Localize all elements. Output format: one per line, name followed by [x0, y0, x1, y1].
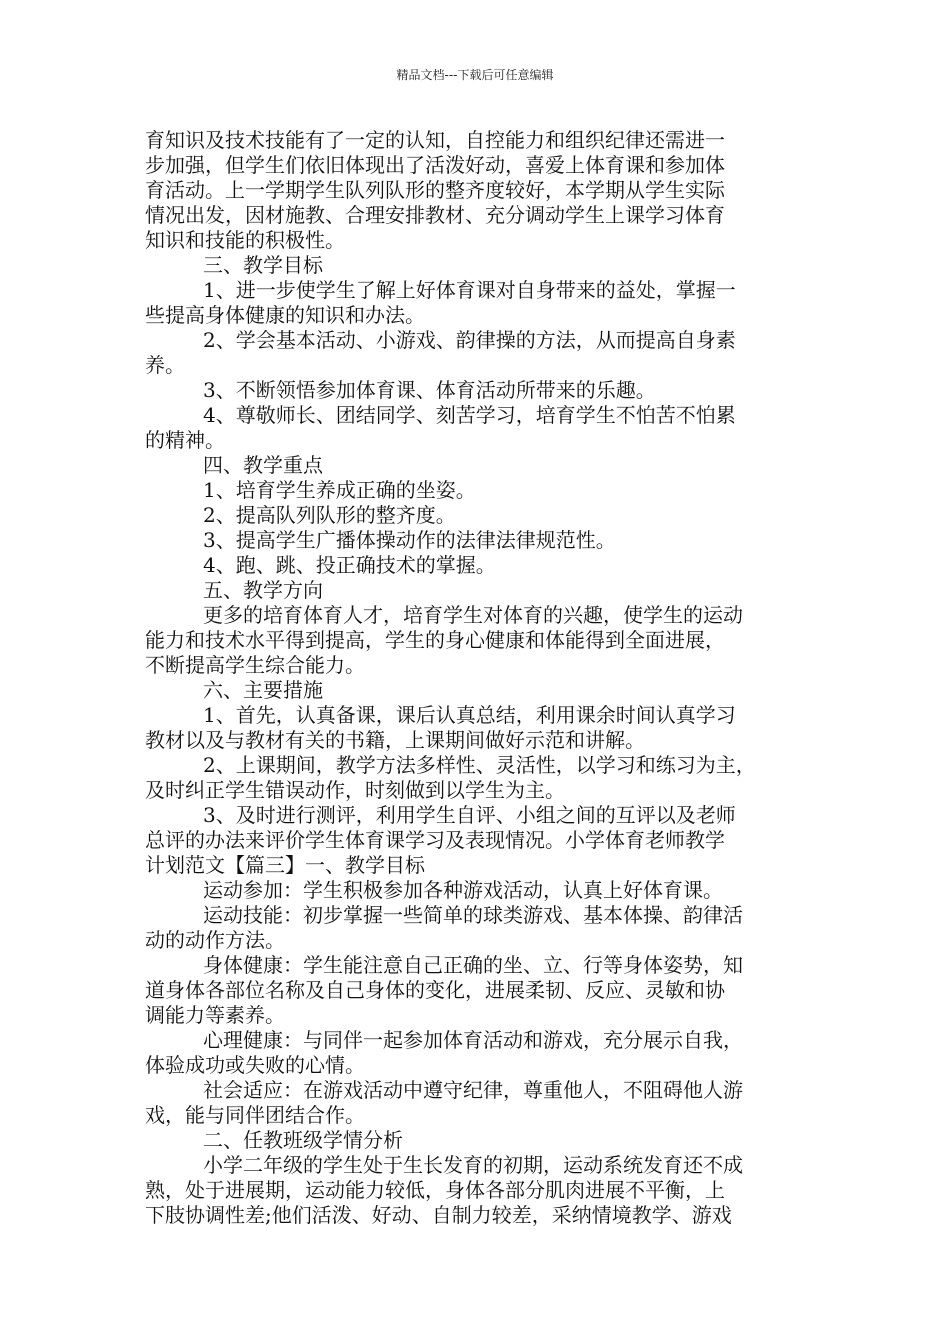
text-line: 及时纠正学生错误动作，时刻做到以学生为主。 [145, 778, 565, 802]
page-header: 精品文档---下载后可任意编辑 [396, 68, 554, 82]
text-line: 3、提高学生广播体操动作的法律法律规范性。 [203, 528, 616, 552]
text-line: 2、学会基本活动、小游戏、韵律操的方法，从而提高自身素 [203, 328, 736, 352]
text-line: 步加强，但学生们依旧体现出了活泼好动，喜爱上体育课和参加体 [145, 153, 725, 177]
text-line: 运动参加：学生积极参加各种游戏活动，认真上好体育课。 [203, 878, 723, 902]
text-line: 知识和技能的积极性。 [145, 228, 345, 252]
text-line: 3、及时进行测评，利用学生自评、小组之间的互评以及老师 [203, 803, 736, 827]
text-line: 熟，处于进展期，运动能力较低，身体各部分肌肉进展不平衡，上 [145, 1178, 725, 1202]
text-line: 计划范文【篇三】一、教学目标 [145, 853, 425, 877]
text-line: 1、培育学生养成正确的坐姿。 [203, 478, 476, 502]
text-line: 三、教学目标 [203, 253, 323, 277]
text-line: 更多的培育体育人才，培育学生对体育的兴趣，使学生的运动 [203, 603, 743, 627]
text-line: 1、进一步使学生了解上好体育课对自身带来的益处，掌握一 [203, 278, 736, 302]
text-line: 身体健康：学生能注意自己正确的坐、立、行等身体姿势，知 [203, 953, 743, 977]
text-line: 调能力等素养。 [145, 1003, 285, 1027]
text-line: 运动技能：初步掌握一些简单的球类游戏、基本体操、韵律活 [203, 903, 743, 927]
text-line: 2、上课期间，教学方法多样性、灵活性，以学习和练习为主， [203, 753, 756, 777]
text-line: 总评的办法来评价学生体育课学习及表现情况。小学体育老师教学 [145, 828, 725, 852]
text-line: 动的动作方法。 [145, 928, 285, 952]
text-line: 4、跑、跳、投正确技术的掌握。 [203, 553, 496, 577]
text-line: 的精神。 [145, 428, 225, 452]
text-line: 能力和技术水平得到提高，学生的身心健康和体能得到全面进展， [145, 628, 725, 652]
text-line: 育活动。上一学期学生队列队形的整齐度较好，本学期从学生实际 [145, 178, 725, 202]
text-line: 四、教学重点 [203, 453, 323, 477]
text-line: 3、不断领悟参加体育课、体育活动所带来的乐趣。 [203, 378, 656, 402]
text-line: 心理健康：与同伴一起参加体育活动和游戏，充分展示自我， [203, 1028, 743, 1052]
text-line: 六、主要措施 [203, 678, 323, 702]
text-line: 二、任教班级学情分析 [203, 1128, 403, 1152]
text-line: 些提高身体健康的知识和办法。 [145, 303, 425, 327]
text-line: 1、首先，认真备课，课后认真总结，利用课余时间认真学习 [203, 703, 736, 727]
text-line: 养。 [145, 353, 185, 377]
text-line: 育知识及技术技能有了一定的认知，自控能力和组织纪律还需进一 [145, 128, 725, 152]
text-line: 4、尊敬师长、团结同学、刻苦学习，培育学生不怕苦不怕累 [203, 403, 736, 427]
text-line: 社会适应：在游戏活动中遵守纪律，尊重他人，不阻碍他人游 [203, 1078, 743, 1102]
document-body [145, 128, 815, 1228]
text-line: 教材以及与教材有关的书籍，上课期间做好示范和讲解。 [145, 728, 645, 752]
text-line: 下肢协调性差;他们活泼、好动、自制力较差，采纳情境教学、游戏 [145, 1203, 732, 1227]
text-line: 体验成功或失败的心情。 [145, 1053, 365, 1077]
text-line: 道身体各部位名称及自己身体的变化，进展柔韧、反应、灵敏和协 [145, 978, 725, 1002]
text-line: 小学二年级的学生处于生长发育的初期，运动系统发育还不成 [203, 1153, 743, 1177]
text-line: 不断提高学生综合能力。 [145, 653, 365, 677]
text-line: 五、教学方向 [203, 578, 323, 602]
text-line: 戏，能与同伴团结合作。 [145, 1103, 365, 1127]
text-line: 2、提高队列队形的整齐度。 [203, 503, 456, 527]
text-line: 情况出发，因材施教、合理安排教材、充分调动学生上课学习体育 [145, 203, 725, 227]
